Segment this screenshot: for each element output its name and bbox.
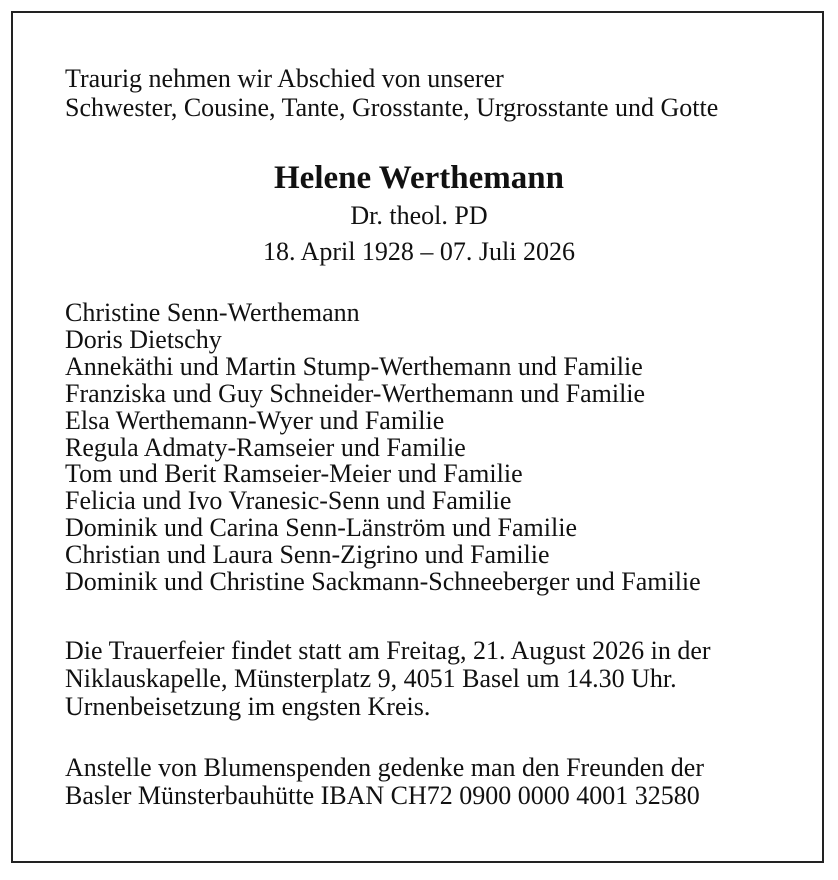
- deceased-name: Helene Werthemann: [274, 160, 564, 196]
- deceased-dates: 18. April 1928 – 07. Juli 2026: [262, 237, 575, 266]
- ceremony-line: Niklauskapelle, Münsterplatz 9, 4051 Basel um 14.30 Uhr.: [65, 664, 677, 693]
- mourners-list: [65, 300, 701, 596]
- donation-line: Basler Münsterbauhütte IBAN CH72 0900 0000 4001 32580: [65, 781, 700, 810]
- mourner-entry: Dominik und Christine Sackmann-Schneeberger und Familie: [65, 567, 701, 597]
- mourner-entry: Regula Admaty-Ramseier und Familie: [65, 432, 466, 462]
- intro-line: Traurig nehmen wir Abschied von unserer: [65, 64, 504, 93]
- intro-line: Schwester, Cousine, Tante, Grosstante, Urgrosstante und Gotte: [65, 93, 719, 122]
- mourner-entry: Felicia und Ivo Vranesic-Senn und Familie: [65, 486, 512, 516]
- ceremony-info: [65, 637, 711, 721]
- donation-info: [65, 754, 704, 810]
- ceremony-line: Urnenbeisetzung im engsten Kreis.: [65, 692, 431, 721]
- mourner-entry: Christian und Laura Senn-Zigrino und Familie: [65, 540, 550, 570]
- mourner-entry: Annekäthi und Martin Stump-Werthemann und Familie: [65, 351, 643, 381]
- mourner-entry: Christine Senn-Werthemann: [65, 298, 360, 327]
- mourner-entry: Dominik und Carina Senn-Länström und Familie: [65, 513, 577, 543]
- ceremony-line: Die Trauerfeier findet statt am Freitag, 21. August 2026 in der: [65, 636, 711, 665]
- mourner-entry: Franziska und Guy Schneider-Werthemann und Familie: [65, 378, 646, 408]
- mourner-entry: Elsa Werthemann-Wyer und Familie: [65, 405, 445, 435]
- intro-text: [65, 64, 718, 122]
- donation-line: Anstelle von Blumenspenden gedenke man den Freunden der: [65, 753, 704, 782]
- mourner-entry: Tom und Berit Ramseier-Meier und Familie: [65, 459, 523, 489]
- notice-frame: [11, 11, 824, 863]
- mourner-entry: Doris Dietschy: [65, 324, 222, 354]
- deceased-title: Dr. theol. PD: [350, 201, 488, 230]
